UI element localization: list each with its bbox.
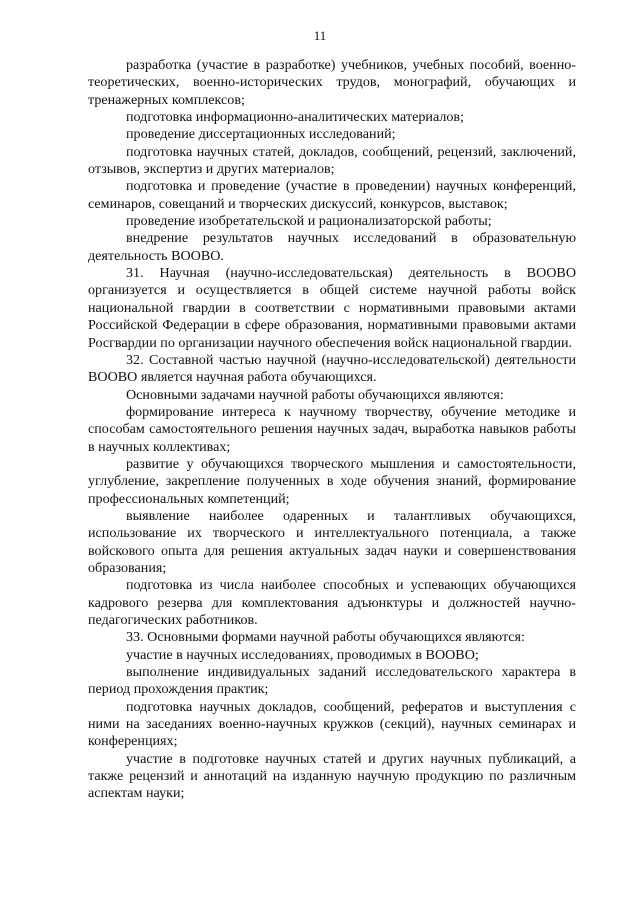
page-number: 11 (313, 28, 327, 43)
paragraph: подготовка из числа наиболее способных и успевающих обучающихся кадрового резерва для комплектования адъюнктуры и должностей научно-педагогических работников. (88, 577, 576, 628)
paragraph: подготовка и проведение (участие в проведении) научных конференций, семинаров, совещаний и творческих дискуссий, конкурсов, выставок; (88, 178, 576, 212)
paragraph: участие в подготовке научных статей и других научных публикаций, а также рецензий и аннотаций на изданную научную продукцию по различным аспектам науки; (88, 750, 576, 802)
paragraph: подготовка научных докладов, сообщений, рефератов и выступления с ними на заседаниях военно-научных кружков (секций), научных семинарах и конференциях; (88, 698, 576, 750)
paragraph: 33. Основными формами научной работы обучающихся являются: (126, 629, 525, 646)
paragraph: проведение диссертационных исследований; (126, 126, 396, 143)
paragraph: разработка (участие в разработке) учебников, учебных пособий, военно-теоретических, военно-исторических трудов, монографий, обучающих и тренажерных комплексов; (88, 57, 576, 108)
paragraph: развитие у обучающихся творческого мышления и самостоятельности, углубление, закрепление полученных в ходе обучения знаний, формирование профессиональных компетенций; (88, 455, 576, 507)
paragraph: выявление наиболее одаренных и талантливых обучающихся, использование их творческого и интеллектуального потенциала, а также войскового опыта для решения актуальных задач науки и совершенствования образования; (88, 507, 576, 576)
paragraph: подготовка информационно-аналитических материалов; (126, 109, 464, 126)
paragraph: проведение изобретательской и рационализаторской работы; (126, 213, 492, 230)
paragraph: внедрение результатов научных исследований в образовательную деятельность ВООВО. (88, 230, 576, 264)
paragraph: формирование интереса к научному творчеству, обучение методике и способам самостоятельного решения научных задач, выработка навыков работы в научных коллективах; (88, 403, 576, 455)
document-body (88, 57, 576, 803)
paragraph: участие в научных исследованиях, проводимых в ВООВО; (126, 646, 479, 663)
paragraph: 32. Составной частью научной (научно-исследовательской) деятельности ВООВО является научная работа обучающихся. (88, 351, 576, 386)
paragraph: выполнение индивидуальных заданий исследовательского характера в период прохождения практик; (88, 664, 576, 698)
paragraph: 31. Научная (научно-исследовательская) деятельность в ВООВО организуется и осуществляется в общей системе научной работы войск национальной гвардии в соответствии с нормативными правовыми актами Российской Федерации в сфере образования, нормативными правовыми актами Росгвардии по организации научного обеспечения войск национальной гвардии. (88, 265, 576, 351)
paragraph: подготовка научных статей, докладов, сообщений, рецензий, заключений, отзывов, экспертиз и других материалов; (88, 143, 576, 178)
paragraph: Основными задачами научной работы обучающихся являются: (126, 386, 504, 403)
